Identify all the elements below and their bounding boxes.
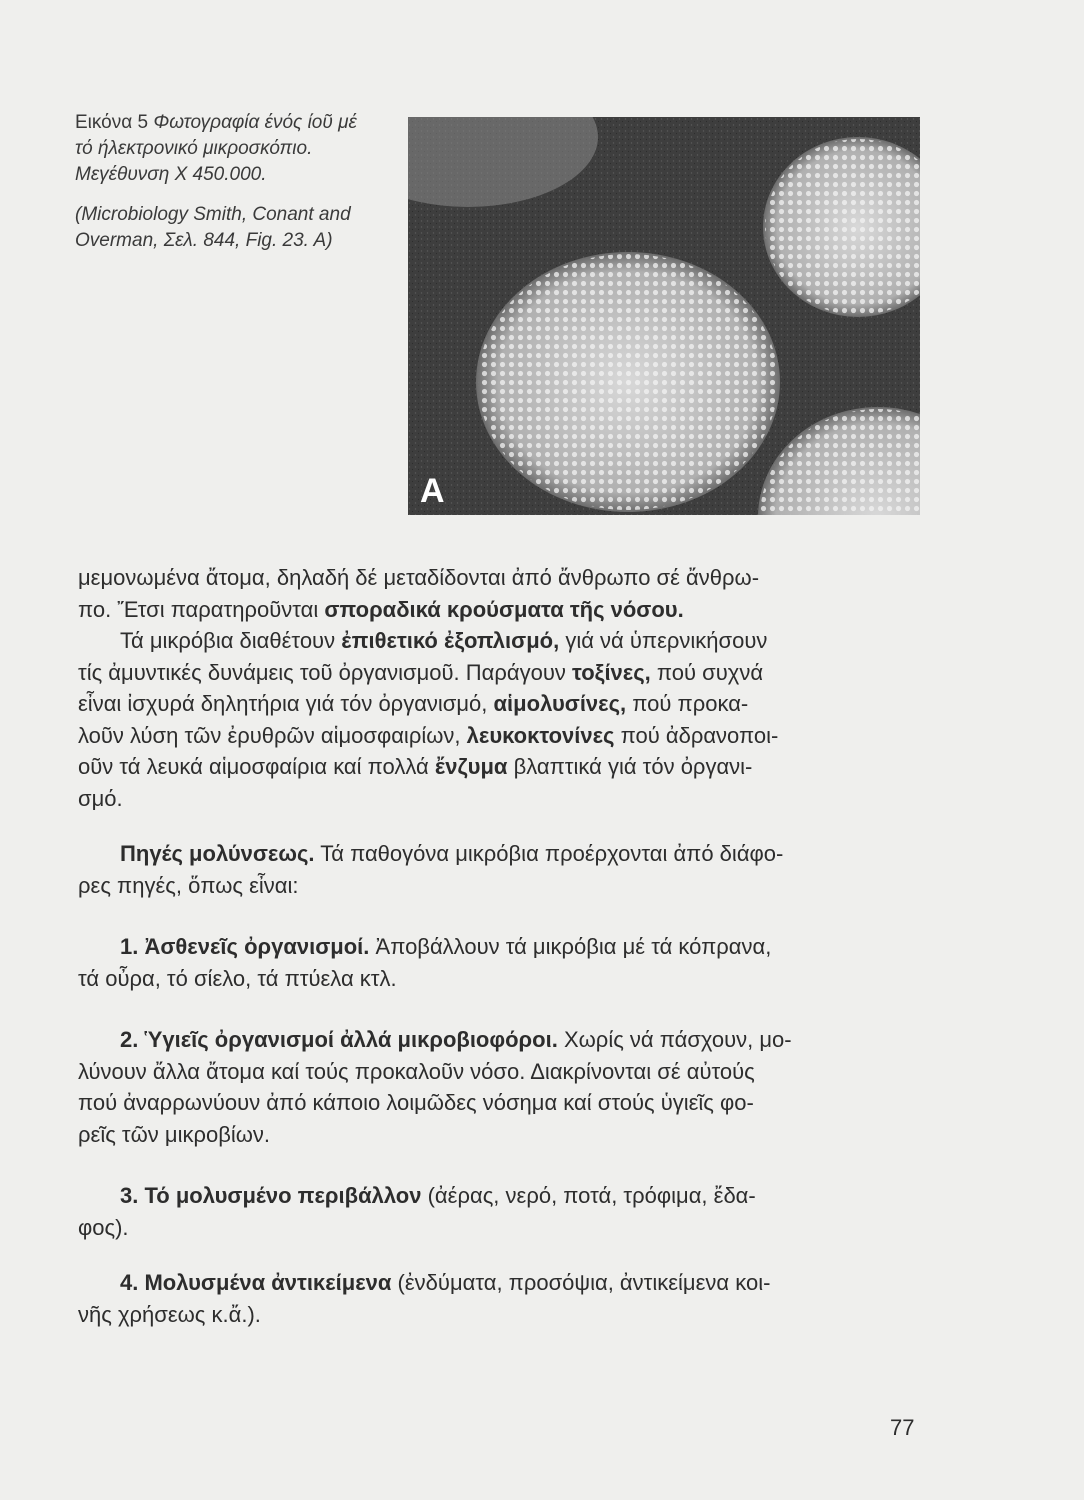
- paragraph-line: σμό.: [78, 785, 123, 811]
- list-item-line: ρεῖς τῶν μικροβίων.: [78, 1121, 271, 1147]
- list-item-heading: 3. Τό μολυσμένο περιβάλλον: [120, 1183, 422, 1208]
- electron-micrograph-image: [408, 117, 920, 515]
- list-item-line: νῆς χρήσεως κ.ἄ.).: [78, 1301, 261, 1327]
- list-item-heading: 1. Ἀσθενεῖς ὀργανισμοί.: [120, 934, 370, 959]
- list-item: [78, 1024, 928, 1056]
- list-item-heading: 4. Μολυσμένα ἀντικείμενα: [120, 1270, 392, 1295]
- text: πο. Ἔτσι παρατηροῦνται: [78, 596, 319, 622]
- list-item-heading: 2. Ὑγιεῖς ὀργανισμοί ἀλλά μικροβιοφόροι.: [120, 1027, 558, 1052]
- text: βλαπτικά γιά τόν ὀργανι-: [513, 754, 753, 779]
- paragraph-line: [78, 625, 928, 657]
- list-item: [78, 1180, 928, 1212]
- paragraph-line: [78, 594, 928, 626]
- text: Τά παθογόνα μικρόβια προέρχονται ἀπό διάφο-: [320, 841, 784, 866]
- bold-term: ἐπιθετικό ἐξοπλισμό,: [341, 628, 560, 653]
- text: τίς ἀμυντικές δυνάμεις τοῦ ὀργανισμοῦ. Παράγουν: [78, 659, 566, 685]
- paragraph-line: [78, 720, 928, 752]
- bold-term: ἔνζυμα: [434, 754, 508, 779]
- list-item-line: φος).: [78, 1214, 129, 1240]
- paragraph-line: [78, 657, 928, 689]
- text: εἶναι ἰσχυρά δηλητήρια γιά τόν ὀργανισμό,: [78, 691, 488, 716]
- bold-term: αἱμολυσίνες,: [493, 691, 627, 716]
- figure-caption: [75, 110, 375, 254]
- text: (ἐνδύματα, προσόψια, ἀντικείμενα κοι-: [397, 1270, 771, 1295]
- page-number: 77: [890, 1415, 915, 1440]
- bold-term: σποραδικά κρούσματα τῆς νόσου.: [324, 596, 684, 622]
- paragraph-line: μεμονωμένα ἄτομα, δηλαδή δέ μεταδίδονται ἀπό ἄνθρωπο σέ ἄνθρω-: [78, 565, 760, 590]
- text: Τά μικρόβια διαθέτουν: [120, 628, 336, 653]
- text: πού προκα-: [632, 691, 749, 716]
- caption-text: Φωτογραφία ένός ίοῦ μέ τό ήλεκτρονικό μικροσκόπιο. Μεγέθυνση Χ 450.000.: [75, 112, 357, 185]
- bold-term: λευκοκτονίνες: [466, 722, 615, 748]
- text: πού συχνά: [656, 659, 764, 685]
- paragraph-line: [78, 688, 928, 720]
- list-item-line: τά οὖρα, τό σίελο, τά πτύελα κτλ.: [78, 965, 397, 991]
- text: Ἀποβάλλουν τά μικρόβια μέ τά κόπρανα,: [375, 934, 772, 959]
- text: γιά νά ὑπερνικήσουν: [565, 628, 768, 653]
- list-item: [78, 1267, 928, 1299]
- paragraph-line: [78, 838, 928, 870]
- caption-source: (Microbiology Smith, Conant and Overman, Σελ. 844, Fig. 23. A): [75, 204, 351, 251]
- text: Χωρίς νά πάσχουν, μο-: [563, 1027, 792, 1052]
- paragraph-line: [78, 751, 928, 783]
- figure-panel-label: Α: [420, 472, 445, 510]
- list-item-line: πού ἀναρρωνύουν ἀπό κάποιο λοιμῶδες νόσημα καί στούς ὑγιεῖς φο-: [78, 1090, 754, 1115]
- list-item-line: λύνουν ἄλλα ἄτομα καί τούς προκαλοῦν νόσο. Διακρίνονται σέ αὐτούς: [78, 1058, 755, 1084]
- body-text: [78, 562, 928, 1330]
- text: λοῦν λύση τῶν ἐρυθρῶν αἱμοσφαιρίων,: [78, 722, 461, 748]
- bold-term: τοξίνες,: [572, 659, 651, 685]
- text: οῦν τά λευκά αἱμοσφαίρια καί πολλά: [78, 754, 429, 779]
- caption-label: Εικόνα 5: [75, 112, 149, 133]
- virus-particles-illustration: [408, 117, 920, 515]
- list-item: [78, 931, 928, 963]
- text: (ἀέρας, νερό, ποτά, τρόφιμα, ἔδα-: [427, 1183, 756, 1208]
- section-heading: Πηγές μολύνσεως.: [120, 841, 315, 866]
- paragraph-line: ρες πηγές, ὅπως εἶναι:: [78, 872, 299, 898]
- text: πού ἀδρανοποι-: [620, 722, 779, 748]
